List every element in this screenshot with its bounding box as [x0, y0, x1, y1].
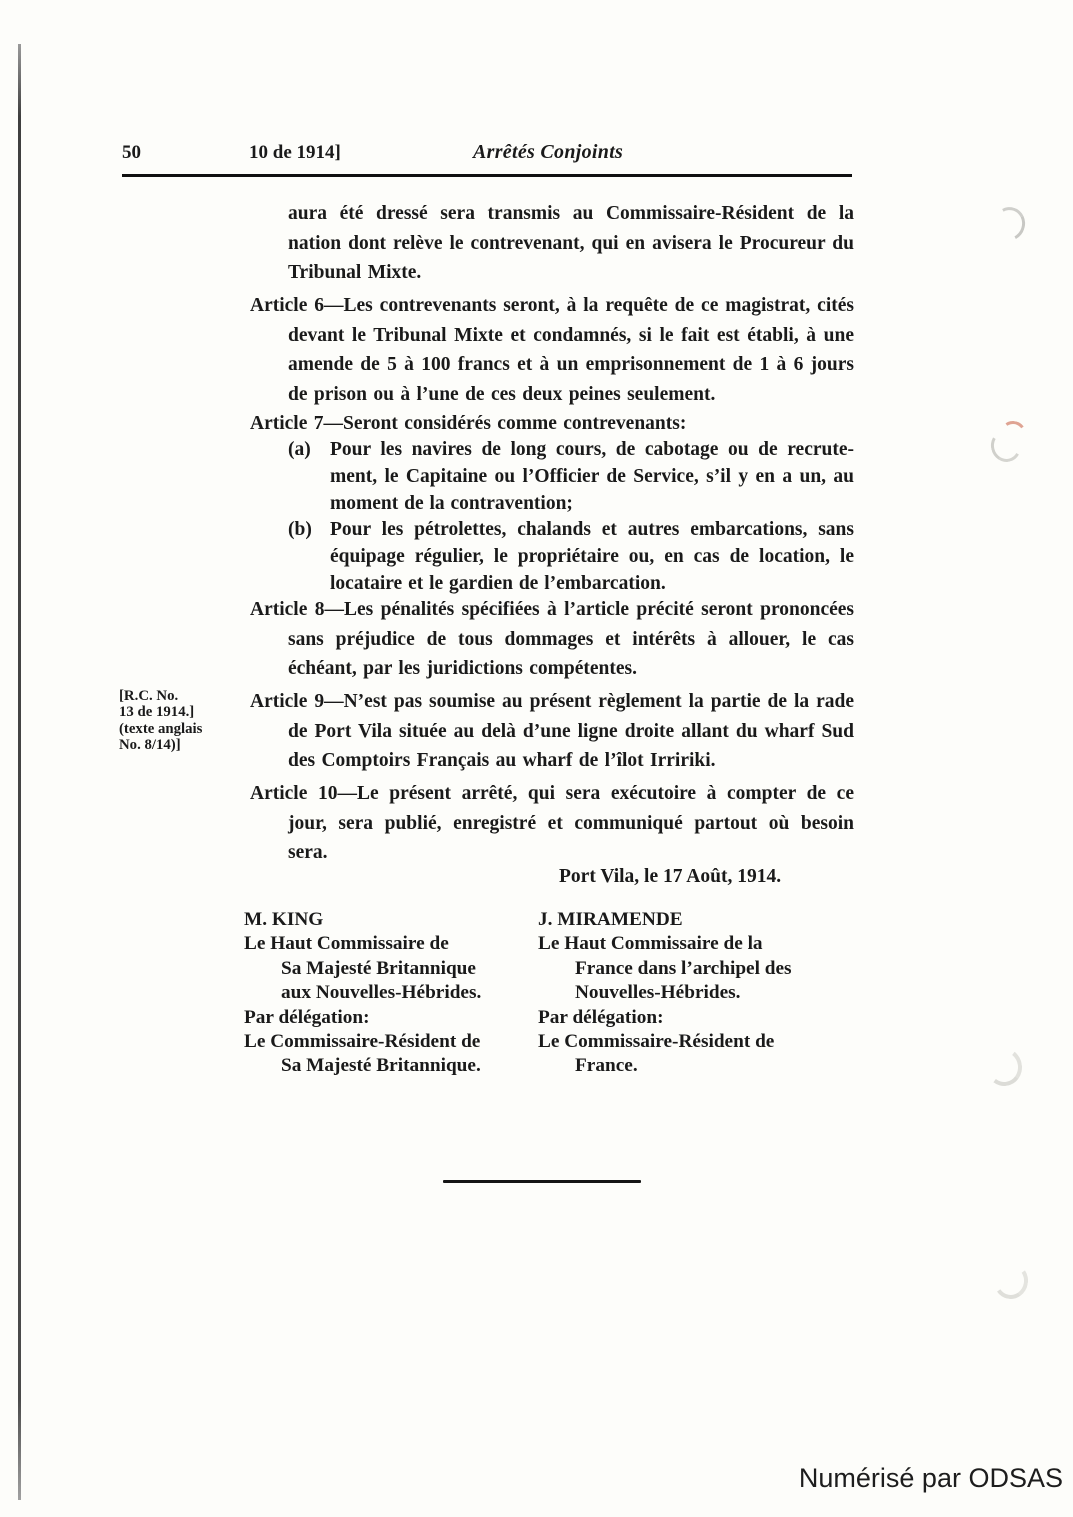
dateline: Port Vila, le 17 Août, 1914. — [559, 866, 782, 887]
article-7-item-a — [288, 437, 854, 517]
signature-line: Le Haut Commissaire de la — [538, 933, 763, 955]
margin-note — [119, 688, 244, 754]
signature-line: France. — [575, 1055, 638, 1077]
document-title: Arrêtés Conjoints — [473, 141, 624, 163]
signature-line: Par délégation: — [244, 1006, 370, 1028]
signature-line: Le Commissaire-Résident de — [244, 1031, 481, 1053]
scan-edge-line — [18, 44, 21, 1500]
item-a-label: (a) — [288, 439, 311, 460]
page-number: 50 — [122, 142, 141, 163]
article-6: Article 6—Les contrevenants seront, à la requête de ce magistrat, cités devant le Tribunal Mixte et condamnés, si le fait est établi, à une amende de 5 à 100 francs et à un emprisonnement de 1 à 6 jours de prison ou à l’une de ces deux peines seulement. — [250, 295, 854, 405]
margin-note-line: 13 de 1914.] — [119, 704, 195, 721]
article-9: Article 9—N’est pas soumise au présent règlement la partie de la rade de Port Vila située au delà d’une ligne droite allant du wharf Sud des Comptoirs Français au wharf de l’îlot Irririki. — [250, 691, 854, 771]
signature-block-french — [538, 908, 792, 1079]
margin-note-line: No. 8/14)] — [119, 737, 181, 754]
item-b-label: (b) — [288, 519, 312, 540]
article-8: Article 8—Les pénalités spécifiées à l’article précité seront prononcées sans préjudice de tous dommages et intérêts à allouer, le cas échéant, par les juridictions compétentes. — [250, 599, 854, 679]
article-7-intro: Article 7—Seront considérés comme contrevenants: — [250, 413, 687, 434]
item-b-text: Pour les pétrolettes, chalands et autres embarcations, sans équipage régulier, le propriétaire ou, en cas de location, le locataire et le gardien de l’embarcation. — [330, 519, 854, 594]
signature-line: Nouvelles-Hébrides. — [575, 982, 741, 1004]
signature-block-british — [244, 908, 481, 1079]
signature-line: Le Haut Commissaire de — [244, 933, 449, 955]
margin-note-line: (texte anglais — [119, 720, 203, 737]
running-head: 10 de 1914] — [249, 142, 341, 163]
punch-hole-artifact-4 — [991, 1260, 1031, 1301]
signature-line: Sa Majesté Britannique — [281, 957, 476, 979]
end-rule — [443, 1180, 641, 1183]
signature-line: France dans l’archipel des — [575, 957, 792, 979]
article-7-item-b — [288, 517, 854, 597]
item-a-text: Pour les navires de long cours, de cabotage ou de recrutement, le Capitaine ou l’Officier de Service, s’il y en a un, au moment de la contravention; — [330, 439, 854, 514]
signature-line: Sa Majesté Britannique. — [281, 1055, 481, 1077]
margin-note-line: [R.C. No. — [119, 688, 179, 704]
header-rule — [122, 174, 852, 177]
signature-line: Le Commissaire-Résident de — [538, 1031, 775, 1053]
signature-line: aux Nouvelles-Hébrides. — [281, 982, 482, 1004]
odsas-watermark: Numérisé par ODSAS — [798, 1463, 1063, 1493]
signatory-name: J. MIRAMENDE — [538, 909, 683, 930]
signatory-name: M. KING — [244, 909, 324, 930]
punch-hole-artifact-1 — [989, 203, 1030, 245]
paragraph-continuation: aura été dressé sera transmis au Commissaire-Résident de la nation dont relève le contrevenant, qui en avisera le Procureur du Tribunal Mixte. — [288, 203, 854, 283]
signature-line: Par délégation: — [538, 1006, 664, 1028]
punch-hole-artifact-3 — [984, 1046, 1025, 1089]
article-10: Article 10—Le présent arrêté, qui sera exécutoire à compter de ce jour, sera publié, enregistré et communiqué partout où besoin sera. — [250, 783, 854, 863]
